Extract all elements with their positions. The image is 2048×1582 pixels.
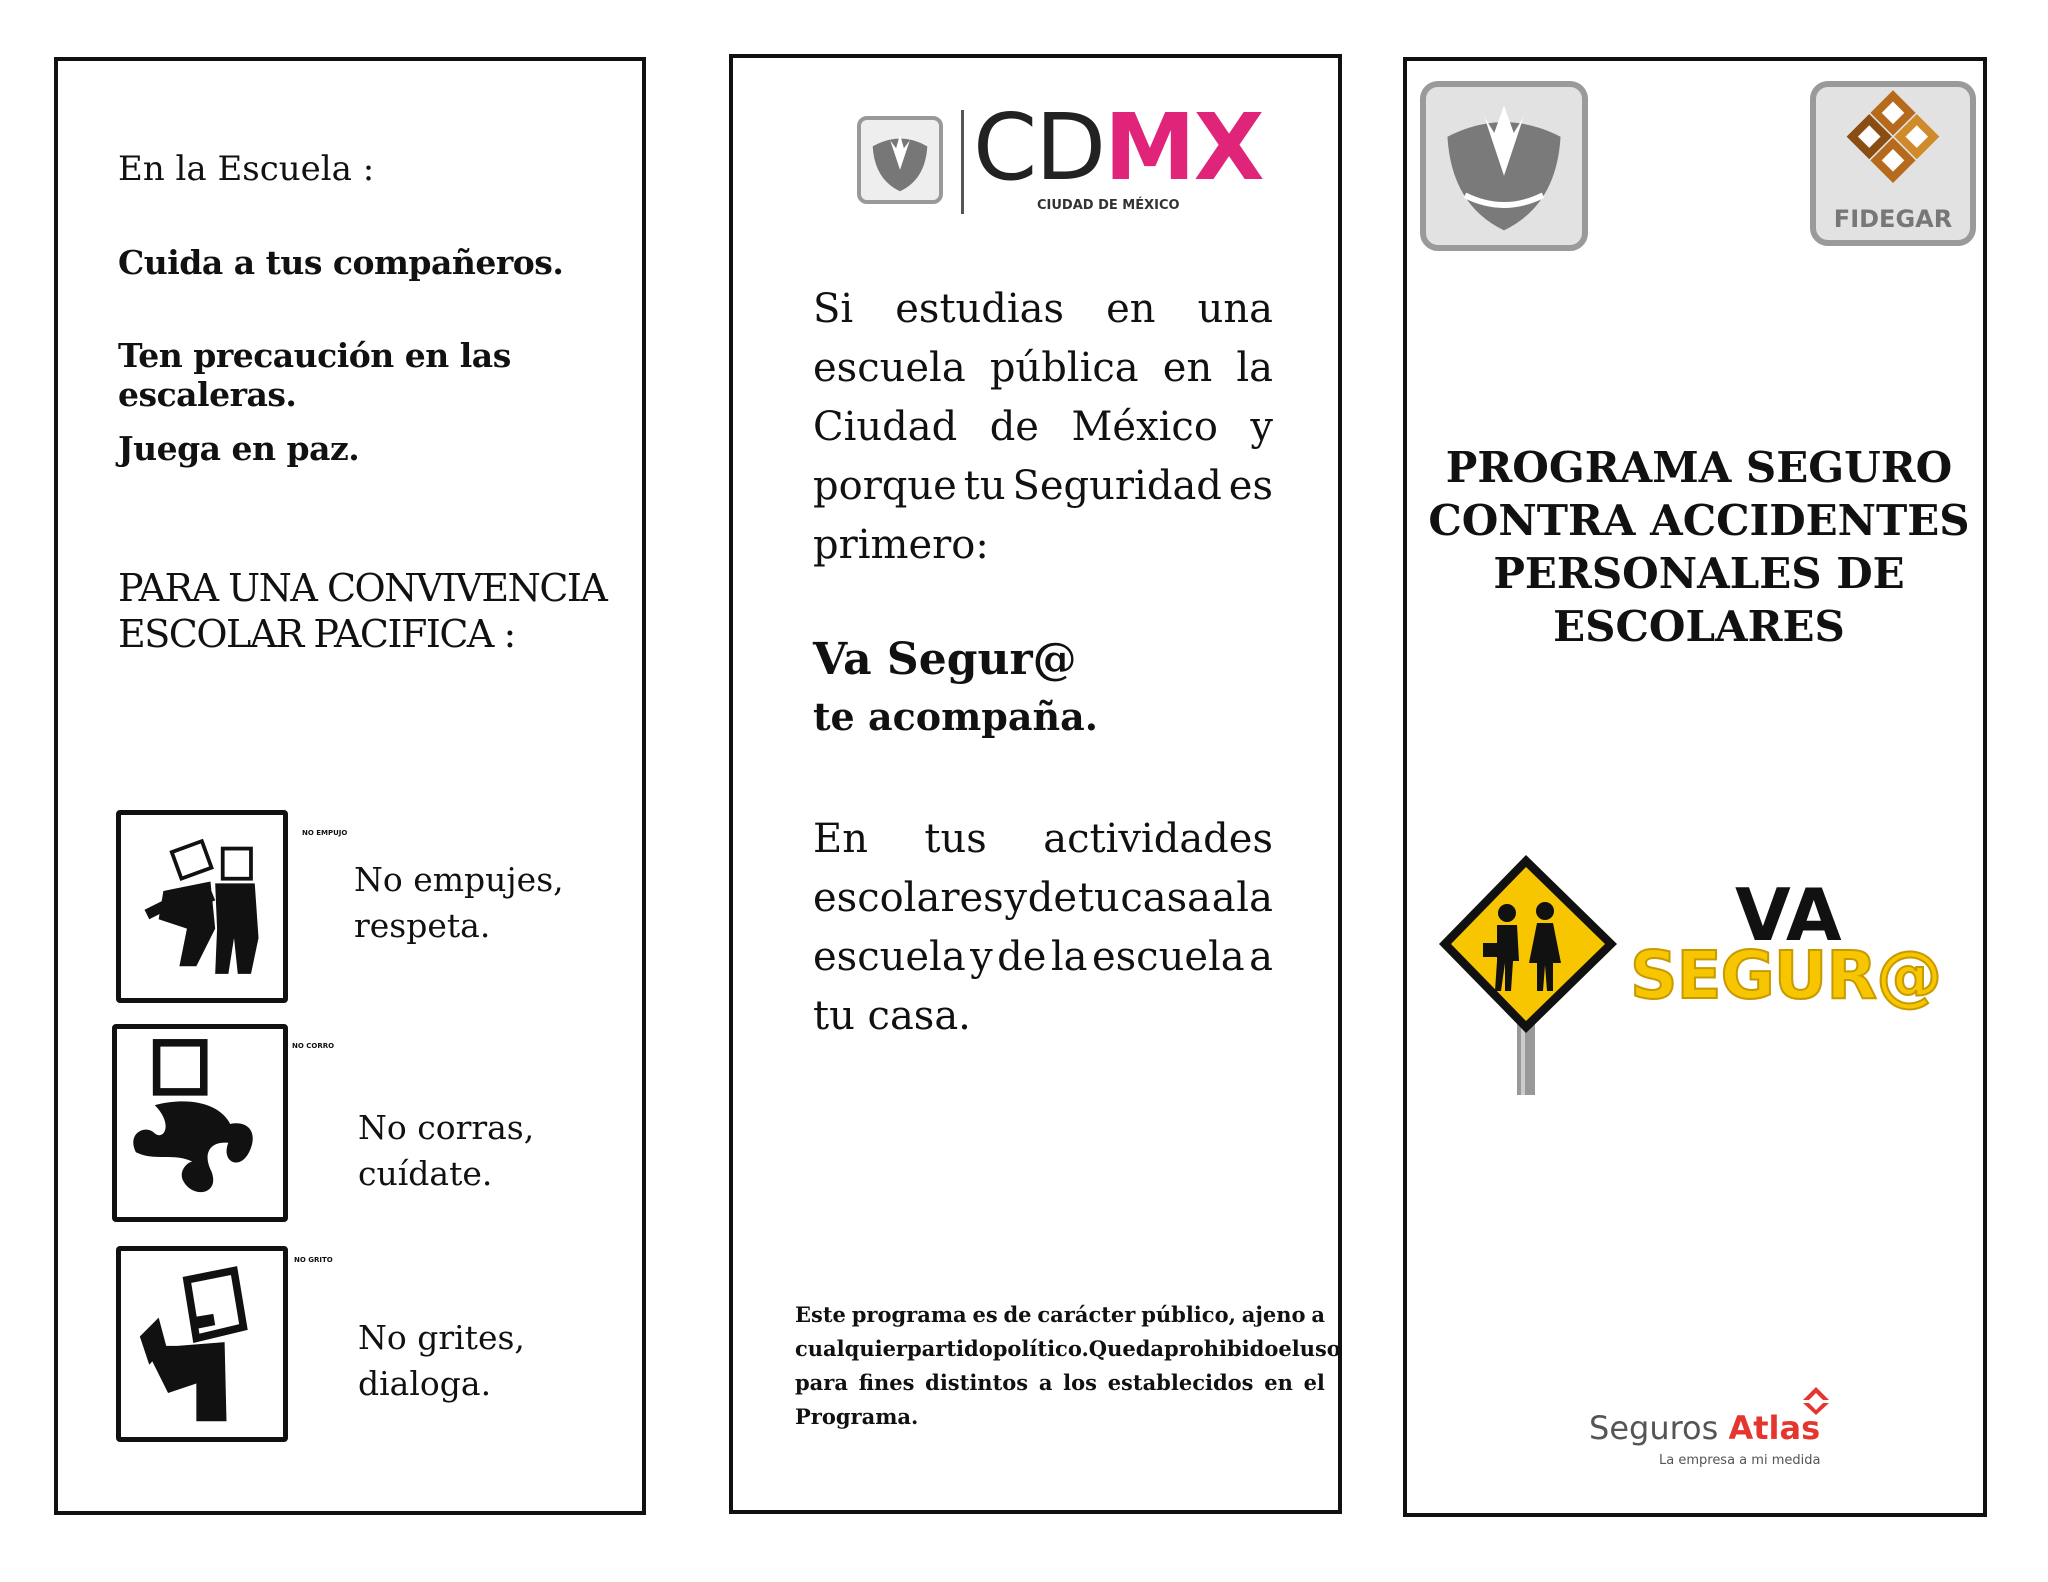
school-crossing-sign-icon	[1435, 851, 1621, 1095]
word: escuela	[813, 934, 966, 980]
tip-item: Ten precaución en las escaleras.	[118, 336, 511, 414]
word: Seguridad	[1012, 463, 1222, 509]
word: el	[1303, 1370, 1325, 1395]
word: ajeno	[1241, 1302, 1306, 1327]
cdmx-emblem-icon	[857, 116, 943, 204]
word: de	[1003, 1302, 1032, 1327]
word: distintos	[925, 1370, 1029, 1395]
word: de	[989, 404, 1039, 450]
word: estudias	[895, 286, 1065, 332]
paragraph-line	[813, 987, 1273, 1046]
va-wordmark: VA	[1735, 873, 1842, 957]
word: Este	[795, 1302, 846, 1327]
word: Si	[813, 286, 854, 332]
shouting-pictogram-icon	[116, 1246, 288, 1442]
pictogram-tag: NO CORRO	[292, 1042, 335, 1050]
caption-line: cuídate.	[358, 1154, 493, 1193]
paragraph-line	[813, 810, 1273, 869]
right-panel	[1403, 57, 1987, 1517]
word: tu casa.	[813, 993, 971, 1039]
word: la	[1236, 875, 1273, 921]
intro-text: En la Escuela :	[118, 149, 375, 189]
paragraph-line	[813, 457, 1273, 516]
word: en	[1106, 286, 1156, 332]
title-line: CONTRA ACCIDENTES	[1428, 496, 1970, 545]
disclaimer-line	[795, 1298, 1325, 1332]
fidegar-logo	[1810, 81, 1976, 246]
word: escolares	[813, 875, 1004, 921]
paragraph-line	[813, 280, 1273, 339]
pictogram-caption	[354, 857, 564, 949]
segura-wordmark: SEGUR@	[1630, 937, 1942, 1014]
word: uso	[1299, 1336, 1341, 1361]
title-line: ESCOLARES	[1553, 602, 1845, 651]
word: tu	[963, 463, 1006, 509]
word: en	[1264, 1370, 1293, 1395]
fidegar-label: FIDEGAR	[1833, 205, 1953, 233]
word: los	[1063, 1370, 1097, 1395]
word: actividades	[1043, 816, 1273, 862]
paragraph-line	[813, 339, 1273, 398]
paragraph-line	[813, 869, 1273, 928]
disclaimer-line	[795, 1366, 1325, 1400]
disclaimer-line	[795, 1400, 1325, 1434]
seguros-atlas-logo	[1589, 1385, 1849, 1505]
word: la	[1050, 934, 1088, 980]
word: Queda	[1088, 1336, 1165, 1361]
logo-divider	[961, 110, 964, 214]
pictogram-caption	[358, 1105, 534, 1197]
tip-item: Juega en paz.	[118, 429, 360, 468]
disclaimer-text	[795, 1298, 1341, 1434]
heading-line: PARA UNA CONVIVENCIA	[118, 566, 607, 610]
center-panel	[729, 54, 1342, 1514]
heading-line: ESCOLAR PACIFICA :	[118, 612, 515, 656]
word: México	[1071, 404, 1218, 450]
pictogram-caption	[358, 1315, 525, 1407]
word: En	[813, 816, 868, 862]
caption-line: No grites,	[358, 1318, 525, 1357]
word: a	[1249, 934, 1273, 980]
word: cualquier	[795, 1336, 907, 1361]
tagline-va-segura: Va Segur@	[813, 634, 1077, 685]
word: fines	[858, 1370, 915, 1395]
word: una	[1197, 286, 1273, 332]
word: político.	[992, 1336, 1089, 1361]
atlas-tagline: La empresa a mi medida	[1659, 1453, 1821, 1468]
word: programa	[851, 1302, 967, 1327]
word: a	[1211, 875, 1236, 921]
word: el	[1278, 1336, 1300, 1361]
word: de	[1027, 875, 1078, 921]
title-line: PERSONALES DE	[1493, 549, 1905, 598]
word: prohibido	[1164, 1336, 1279, 1361]
caption-line: respeta.	[354, 906, 491, 945]
word: y	[1250, 404, 1273, 450]
caption-line: dialoga.	[358, 1364, 492, 1403]
word: y	[1004, 875, 1027, 921]
title-line: PROGRAMA SEGURO	[1445, 443, 1953, 492]
tip-item: Cuida a tus compañeros.	[118, 243, 564, 282]
pushing-pictogram-icon	[116, 810, 288, 1003]
running-pictogram-icon	[112, 1024, 288, 1222]
word: es	[1228, 463, 1273, 509]
paragraph-line	[813, 516, 1273, 575]
paragraph-line	[813, 928, 1273, 987]
disclaimer-line	[795, 1332, 1341, 1366]
caption-line: No empujes,	[354, 860, 564, 899]
word: en	[1162, 345, 1213, 391]
word: partido	[907, 1336, 993, 1361]
word: de	[997, 934, 1047, 980]
word: la	[1236, 345, 1273, 391]
word: y	[970, 934, 993, 980]
word: casa	[1120, 875, 1211, 921]
cdmx-subtitle: CIUDAD DE MÉXICO	[1037, 198, 1180, 213]
program-title	[1427, 441, 1971, 653]
pictogram-tag: NO EMPUJO	[302, 829, 348, 837]
paragraph-line	[813, 398, 1273, 457]
word: tus	[924, 816, 987, 862]
word: escuela	[1091, 934, 1245, 980]
word: a	[1038, 1370, 1053, 1395]
word: para	[795, 1370, 848, 1395]
caption-line: No corras,	[358, 1108, 535, 1147]
word: a	[1311, 1302, 1325, 1327]
word: Programa.	[795, 1404, 919, 1429]
word: pública	[989, 345, 1139, 391]
convivencia-heading	[118, 565, 606, 657]
cdmx-logo	[857, 94, 1263, 220]
government-emblem-icon	[1420, 81, 1588, 251]
tagline-acompana: te acompaña.	[813, 694, 1098, 739]
cdmx-wordmark: CDMX	[973, 94, 1263, 201]
word: tu	[1077, 875, 1120, 921]
word: establecidos	[1107, 1370, 1254, 1395]
activities-paragraph	[813, 810, 1273, 1046]
word: primero:	[813, 522, 989, 568]
word: Ciudad	[813, 404, 958, 450]
word: escuela	[813, 345, 966, 391]
intro-paragraph	[813, 280, 1273, 575]
pictogram-tag: NO GRITO	[294, 1256, 333, 1264]
word: carácter	[1037, 1302, 1136, 1327]
left-panel	[54, 57, 646, 1515]
fidegar-diamond-icon	[1816, 87, 1970, 207]
word: público,	[1141, 1302, 1236, 1327]
word: porque	[813, 463, 957, 509]
word: es	[972, 1302, 998, 1327]
seguros-atlas-wordmark: Seguros Atlas	[1589, 1409, 1821, 1447]
